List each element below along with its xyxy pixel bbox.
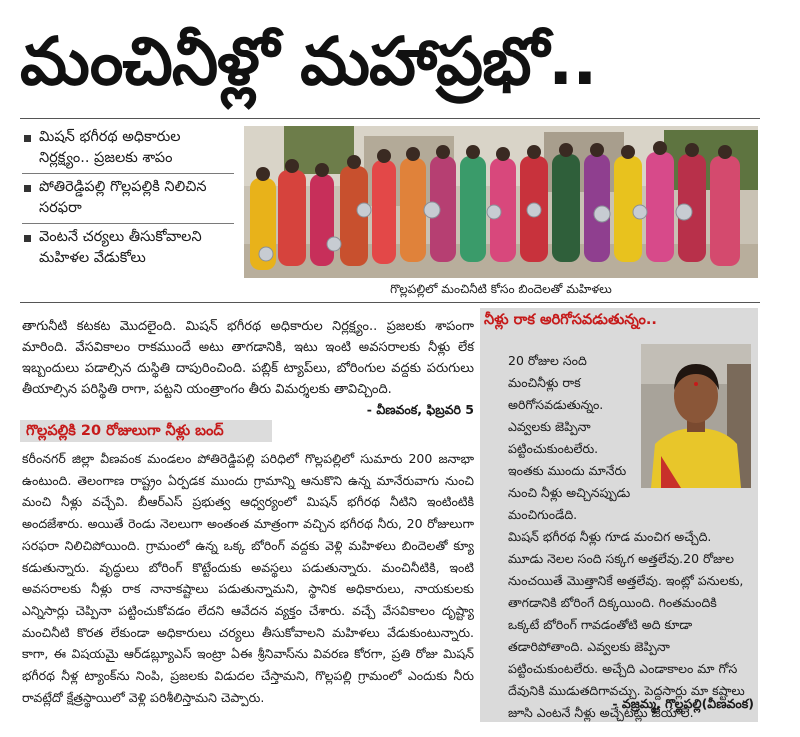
top-divider	[20, 118, 760, 119]
bullet-square-icon	[24, 235, 31, 242]
bullet-list	[22, 124, 234, 273]
bullet-text: వెంటనే చర్యలు తీసుకోవాలని మహిళల వేడుకోలు	[39, 229, 202, 266]
sidebar-quote-bottom: మిషన్ భగీరథ నీళ్లు గూడ మంచిగ అచ్చేది. మూడు నెలల సంది సక్కగ అత్తలేవు.20 రోజుల నుంచయితే మొత్తానికే అత్తలేవు. ఇంట్లో పనులకు, తాగడానికి బోరింగే దిక్కయింది. గింతమందికి ఒక్కటే బోరింగ్ గావడంతోటి అది కూడా తడారిపోతాంది. ఎవ్వలకు జెప్పినా పట్టించుకుంటలేరు. అచ్చేది ఎండాకాలం మా గోస దేవునికి ముడుతదిగావచ్చు. పెద్దసార్లు మా కష్టాలు జూసి ఎంటనే నీళ్లు అచ్చేటట్లు జేయాలె.	[508, 529, 745, 720]
sidebar-title: నీళ్లు రాక అరిగోసవడుతున్నం..	[484, 312, 657, 328]
sidebar-quote-top: 20 రోజుల సంది మంచినీళ్లు రాక అరిగోసవడుతున్నం. ఎవ్వలకు జెప్పినా పట్టించుకుంటలేరు. ఇంతకు ముందు మానేరు నుంచి నీళ్లు అచ్చినప్పుడు మంచిగుండేది.	[508, 353, 631, 522]
women-with-pots-photo	[244, 126, 758, 278]
subheading: గొల్లపల్లికి 20 రోజులుగా నీళ్లు బంద్	[20, 420, 272, 442]
article-body: కరీంనగర్ జిల్లా వీణవంక మండలం పోతిరెడ్డిపల్లి పరిధిలో గొల్లపల్లిలో సుమారు 200 జనాభా ఉంటుంది. తెలంగాణ రాష్ట్రం ఏర్పడక ముందు గ్రామాన్ని ఆనుకొని ఉన్న మానేరువాగు నుంచి మంచి నీళ్లు వచ్చేవి. బీఆర్‌ఎస్ ప్రభుత్వ ఆధ్వర్యంలో మిషన్ భగీరథ నీటిని ఇంటింటికి అందజేశారు. అయితే రెండు నెలలుగా అంతంత మాత్రంగా వచ్చిన భగీరథ నీరు, 20 రోజులుగా సరఫరా నిలిచిపోయింది. గ్రామంలో ఉన్న ఒక్క బోరింగ్ వద్దకు వెళ్లి మహిళలు బిందెలతో క్యూ కడుతున్నారు. వృద్ధులు బోరింగ్ కొట్టేందుకు అవస్థలు పడుతున్నారు. మంచినీటికి, ఇంటి అవసరాలకు నీళ్లు రాక నానాకష్టాలు పడుతున్నామని, స్థానిక అధికారులు, నాయకులకు ఎన్నిసార్లు చెప్పినా పట్టించుకోవడం లేదని ఆవేదన వ్యక్తం చేశారు. వచ్చే వేసవికాలం దృష్ట్యా మంచినీటి కొరత లేకుండా అధికారులు చర్యలు తీసుకోవాలని మహిళలు వేడుకుంటున్నారు. కాగా, ఈ విషయమై ఆర్‌డబ్ల్యూఎస్ ఇంట్రా ఏఈ శ్రీనివాస్‌ను వివరణ కోరగా, ప్రతి రోజు మిషన్ భగీరథ నీళ్ల ట్యాంక్‌ను నింపి, ప్రజలకు విడుదల చేస్తామని, గొల్లపల్లి గ్రామంలో ఎందుకు నీరు రావట్లేదో క్షేత్రస్థాయిలో వెళ్లి పరిశీలిస్తామని చెప్పారు.	[22, 451, 474, 705]
dateline: - వీణవంక, ఫిబ్రవరి 5	[366, 402, 474, 417]
bullet-item	[22, 124, 234, 174]
sidebar-signature: - వజ్రమ్మ, గొల్లపల్లి(వీణవంక)	[612, 696, 754, 711]
bullet-item	[22, 174, 234, 224]
bullet-square-icon	[24, 185, 31, 192]
bullet-item	[22, 224, 234, 273]
intro-paragraph: తాగునీటి కటకట మొదలైంది. మిషన్ భగీరథ అధికారుల నిర్లక్ష్యం.. ప్రజలకు శాపంగా మారింది. వేసవికాలం రాకముందే అటు తాగడానికి, ఇటు ఇంటి అవసరాలకు నీళ్లు లేక ఇబ్బందులు పడాల్సిన దుస్థితి దాపురించింది. పబ్లిక్ ట్యాప్‌లు, బోరింగుల వద్దకు పరుగులు తీయాల్సిన పరిస్థితి రాగా, పట్టని యంత్రాంగం తీరు విమర్శలకు తావిచ్చింది.	[22, 319, 474, 397]
bullet-square-icon	[24, 135, 31, 142]
bullet-text: మిషన్ భగీరథ అధికారుల నిర్లక్ష్యం.. ప్రజలకు శాపం	[39, 129, 181, 166]
headline: మంచినీళ్లో మహాప్రభో..	[20, 23, 597, 100]
photo-caption: గొల్లపల్లిలో మంచినీటి కోసం బిందెలతో మహిళలు	[390, 282, 612, 296]
bullet-text: పోతిరెడ్డిపల్లి గొల్లపల్లికి నిలిచిన సరఫరా	[39, 179, 207, 216]
sidebar-quote	[508, 350, 748, 724]
section-divider	[20, 302, 760, 303]
